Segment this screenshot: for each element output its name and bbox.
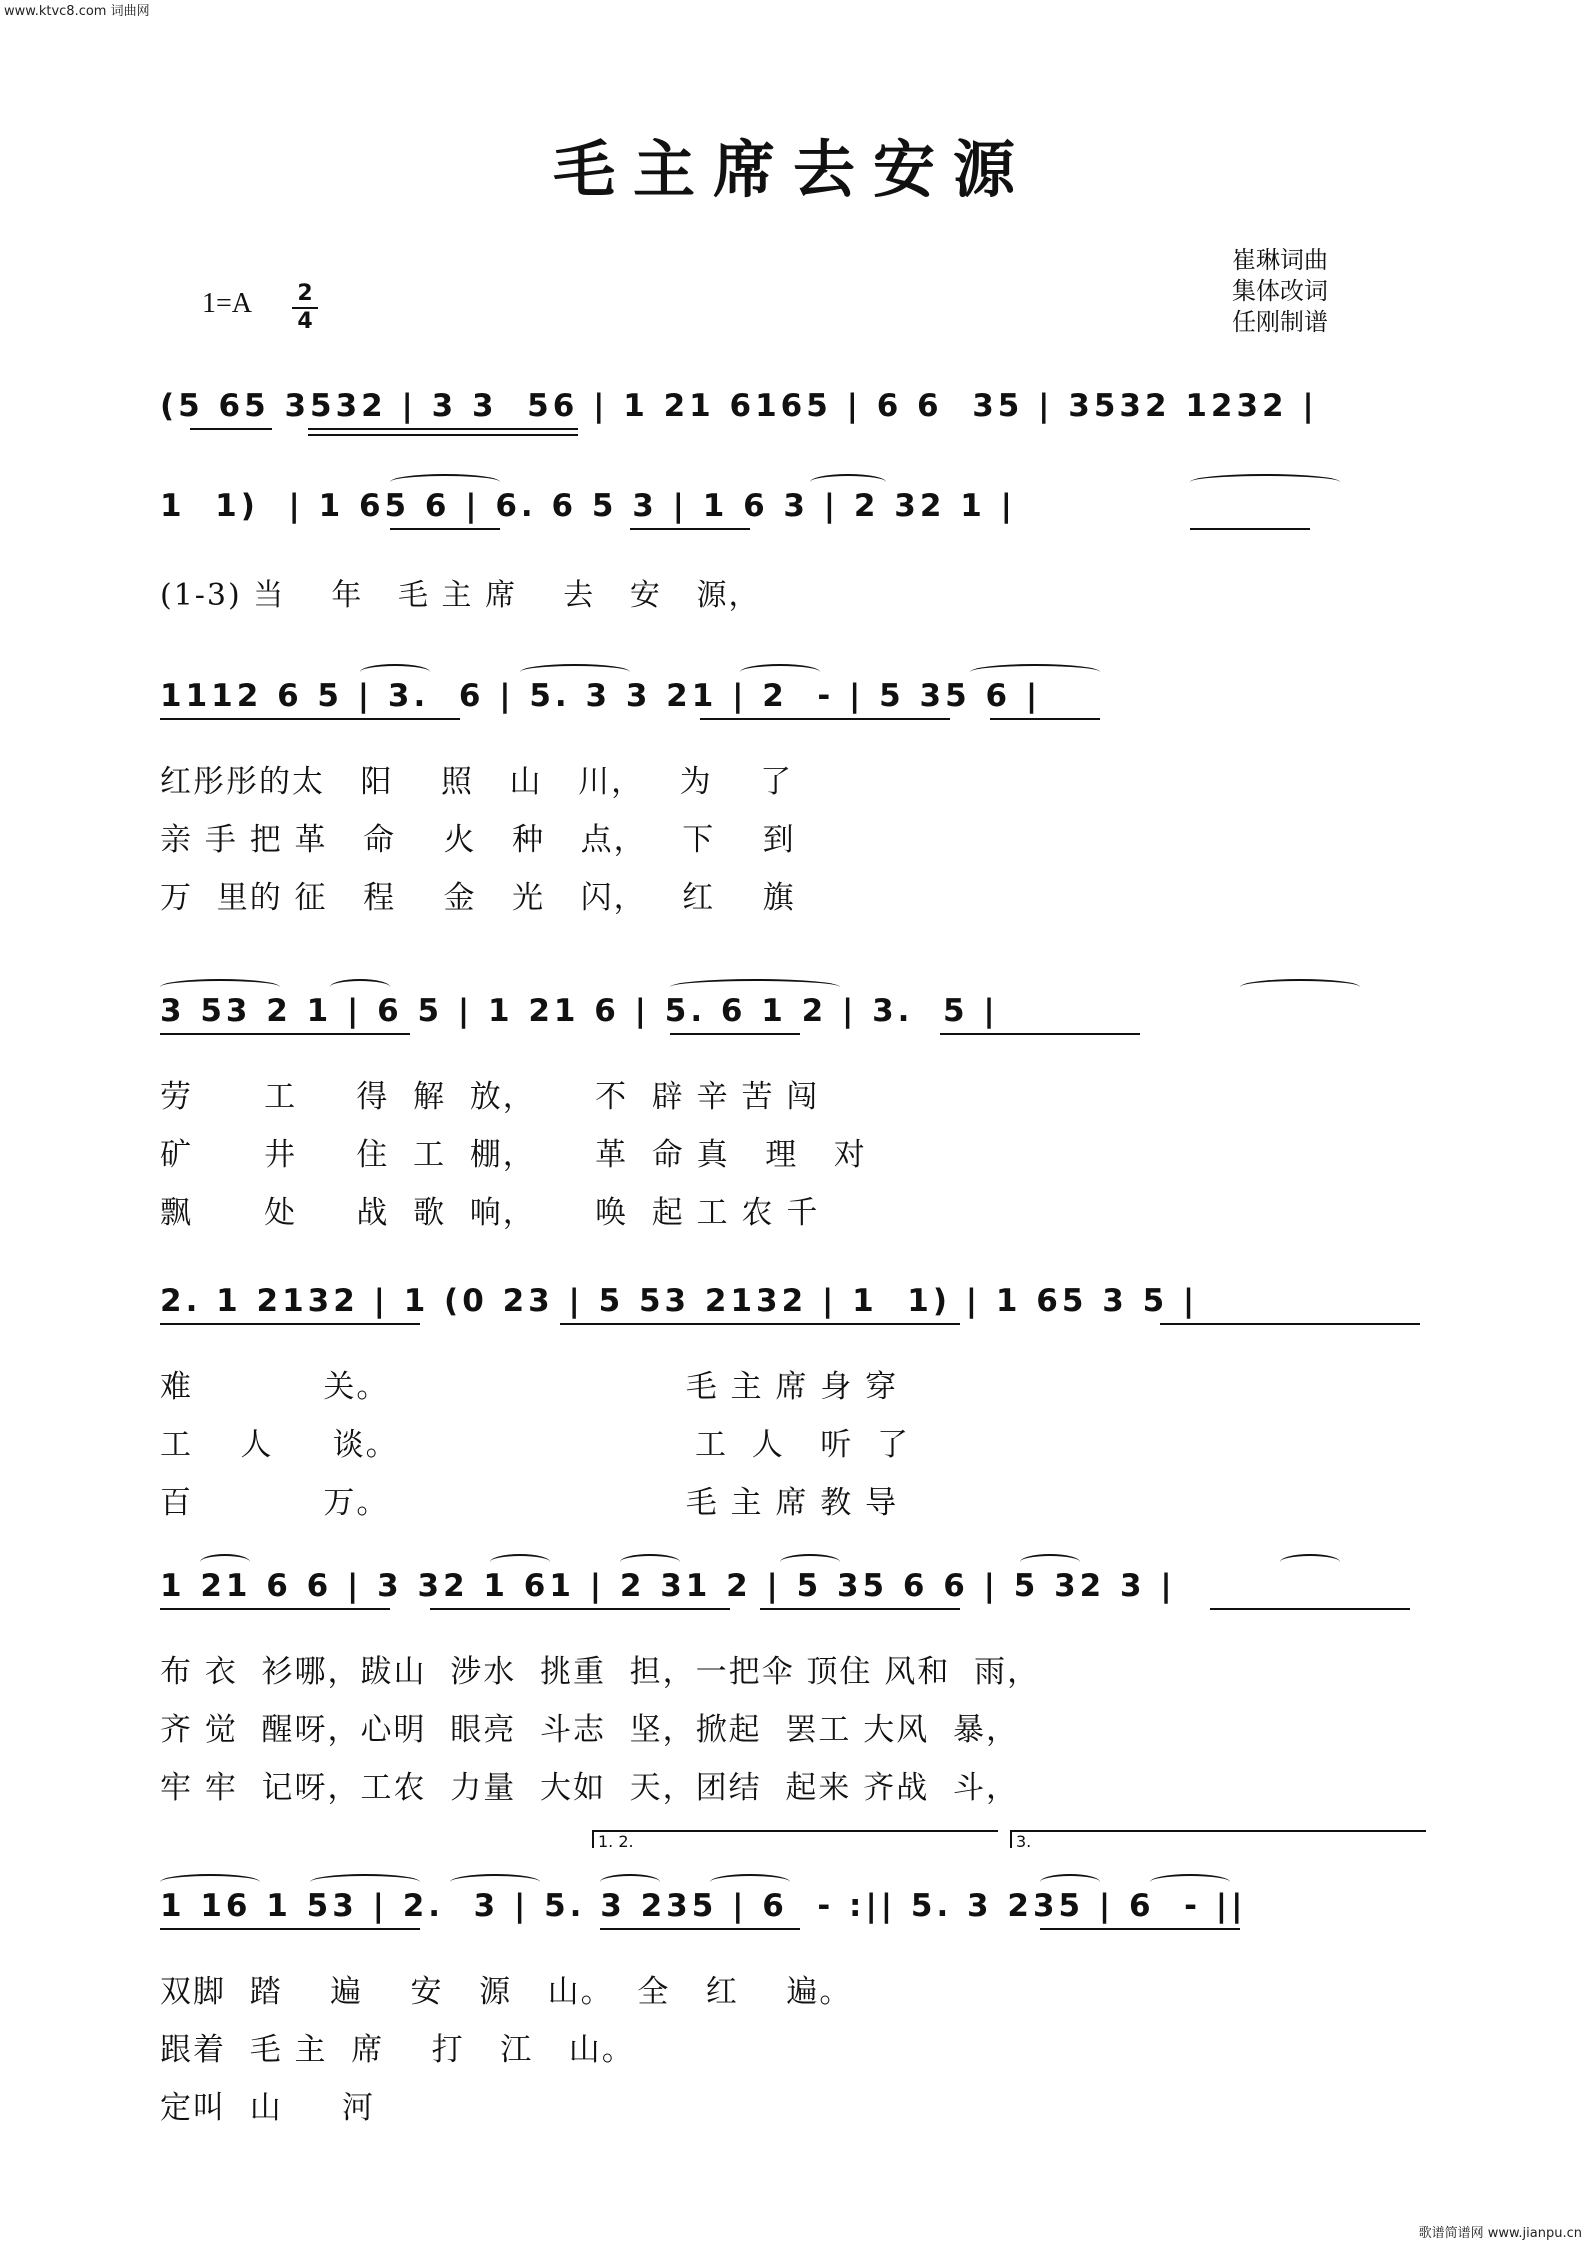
lyric-line: 工 人 谈。 工 人 听 了	[160, 1427, 911, 1463]
song-title: 毛主席去安源	[552, 133, 1033, 206]
notation-line: 3 53 2 1 | 6 5 | 1 21 6 | 5. 6 1 2 | 3. 5 |	[160, 993, 999, 1029]
time-signature-bottom: 4	[297, 309, 313, 334]
beam-underline	[160, 1033, 410, 1035]
lyric-line: 矿 井 住 工 棚， 革 命 真 理 对	[160, 1137, 867, 1173]
beam-underline	[1190, 528, 1310, 530]
lyric-line: (1-3) 当 年 毛 主 席 去 安 源，	[160, 578, 761, 613]
credit-line: 任刚制谱	[1232, 308, 1328, 336]
beam-underline	[308, 428, 578, 430]
lyric-line: 双脚 踏 遍 安 源 山。 全 红 遍。	[160, 1974, 853, 2010]
watermark-bottom: 歌谱简谱网 www.jianpu.cn	[1418, 2226, 1582, 2241]
key-signature: 1=A	[202, 288, 253, 319]
beam-underline	[600, 1928, 800, 1930]
volta-bracket-2: 3.	[1010, 1830, 1426, 1848]
beam-underline	[160, 1323, 420, 1325]
beam-underline	[560, 1323, 960, 1325]
lyric-line: 难 关。 毛 主 席 身 穿	[160, 1369, 899, 1405]
beam-underline	[160, 1608, 390, 1610]
beam-underline	[390, 528, 500, 530]
credits	[1232, 245, 1328, 338]
beam-underline	[630, 528, 750, 530]
lyric-line: 劳 工 得 解 放， 不 辟 辛 苦 闯	[160, 1079, 820, 1115]
beam-underline	[1210, 1608, 1410, 1610]
notation-line: 1 1) | 1 65 6 | 6. 6 5 3 | 1 6 3 | 2 32 1 |	[160, 488, 1016, 524]
lyric-line: 万 里的 征 程 金 光 闪， 红 旗	[160, 880, 796, 916]
lyric-line: 红彤彤的太 阳 照 山 川， 为 了	[160, 764, 794, 800]
credit-line: 崔琳词曲	[1232, 246, 1328, 274]
lyric-line: 齐 觉 醒呀，心明 眼亮 斗志 坚，掀起 罢工 大风 暴，	[160, 1712, 1019, 1748]
lyric-line: 跟着 毛 主 席 打 江 山。	[160, 2032, 635, 2068]
beam-underline	[430, 1608, 730, 1610]
notation-line: 2. 1 2132 | 1 (0 23 | 5 53 2132 | 1 1) | 1 65 3 5 |	[160, 1283, 1199, 1319]
beam-underline	[990, 718, 1100, 720]
time-signature	[292, 283, 318, 333]
watermark-top: www.ktvc8.com 词曲网	[4, 4, 150, 19]
beam-underline	[190, 428, 272, 430]
time-signature-top: 2	[297, 281, 313, 306]
lyric-line: 飘 处 战 歌 响， 唤 起 工 农 千	[160, 1195, 820, 1231]
volta-bracket-1: 1. 2.	[592, 1830, 998, 1848]
beam-underline	[1040, 1928, 1240, 1930]
lyric-line: 牢 牢 记呀，工农 力量 大如 天，团结 起来 齐战 斗，	[160, 1770, 1019, 1806]
notation-line: 1112 6 5 | 3. 6 | 5. 3 3 21 | 2 - | 5 35 6 |	[160, 678, 1042, 714]
notation-line: 1 16 1 53 | 2. 3 | 5. 3 235 | 6 - :|| 5. 3 235 | 6 - ||	[160, 1888, 1247, 1924]
beam-underline	[308, 434, 578, 436]
beam-underline	[1160, 1323, 1420, 1325]
beam-underline	[670, 1033, 800, 1035]
notation-line: 1 21 6 6 | 3 32 1 61 | 2 31 2 | 5 35 6 6 | 5 32 3 |	[160, 1568, 1176, 1604]
beam-underline	[160, 1928, 420, 1930]
notation-line: (5 65 3532 | 3 3 56 | 1 21 6165 | 6 6 35 | 3532 1232 |	[160, 388, 1318, 424]
lyric-line: 布 衣 衫哪，跋山 涉水 挑重 担，一把伞 顶住 风和 雨，	[160, 1654, 1041, 1690]
lyric-line: 亲 手 把 革 命 火 种 点， 下 到	[160, 822, 796, 858]
beam-underline	[160, 718, 460, 720]
beam-underline	[700, 718, 950, 720]
beam-underline	[760, 1608, 960, 1610]
beam-underline	[940, 1033, 1140, 1035]
credit-line: 集体改词	[1232, 277, 1328, 305]
lyric-line: 百 万。 毛 主 席 教 导	[160, 1485, 899, 1521]
lyric-line: 定叫 山 河	[160, 2090, 375, 2126]
